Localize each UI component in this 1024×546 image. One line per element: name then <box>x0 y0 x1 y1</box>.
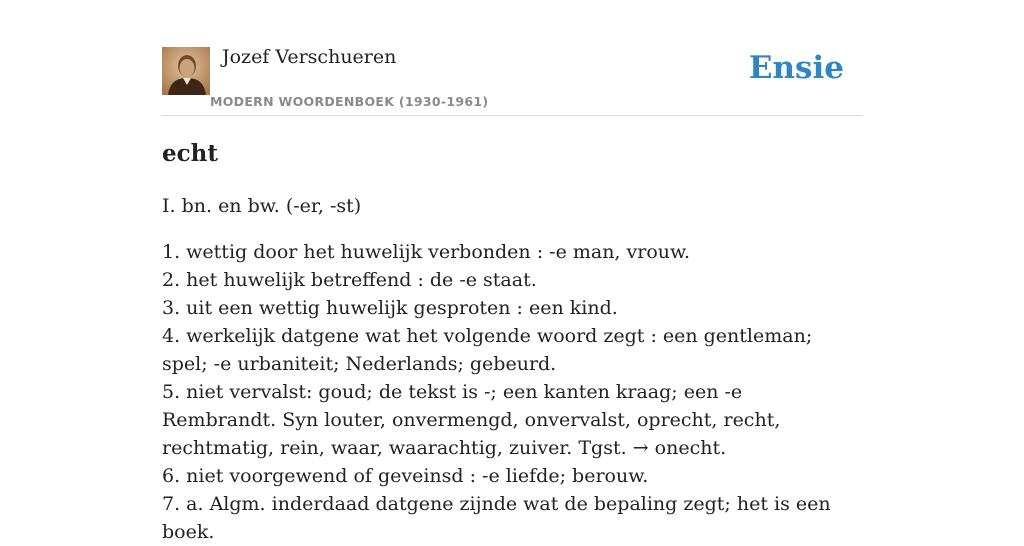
definition-item: 3. uit een wettig huwelijk gesproten : een kind. <box>162 297 618 319</box>
definition-item: 4. werkelijk datgene wat het volgende woord zegt : een gentleman; spel; -e urbaniteit; Nederlands; gebeurd. <box>162 325 813 375</box>
author-avatar[interactable] <box>162 47 210 95</box>
site-header <box>162 44 862 116</box>
definition-item: 2. het huwelijk betreffend : de -e staat. <box>162 269 537 291</box>
definition-item: 5. niet vervalst: goud; de tekst is -; een kanten kraag; een -e Rembrandt. Syn louter, onvermengd, onvervalst, oprecht, recht, rechtmatig, rein, waar, waarachtig, zuiver. Tgst. → onecht. <box>162 381 781 459</box>
author-name[interactable]: Jozef Verschueren <box>222 46 397 68</box>
definition-item: 7. a. Algm. inderdaad datgene zijnde wat de bepaling zegt; het is een boek. <box>162 493 831 543</box>
entry-body <box>162 192 842 546</box>
entry-headword: echt <box>162 140 218 167</box>
definition-item: 6. niet voorgewend of geveinsd : -e liefde; berouw. <box>162 465 649 487</box>
definition-item: 1. wettig door het huwelijk verbonden : -e man, vrouw. <box>162 241 691 263</box>
portrait-photo-icon <box>162 47 210 95</box>
grammar-info: I. bn. en bw. (-er, -st) <box>162 195 362 217</box>
site-logo[interactable]: Ensie <box>748 50 844 86</box>
definitions-list <box>162 238 842 546</box>
source-dictionary[interactable]: MODERN WOORDENBOEK (1930-1961) <box>210 94 489 109</box>
